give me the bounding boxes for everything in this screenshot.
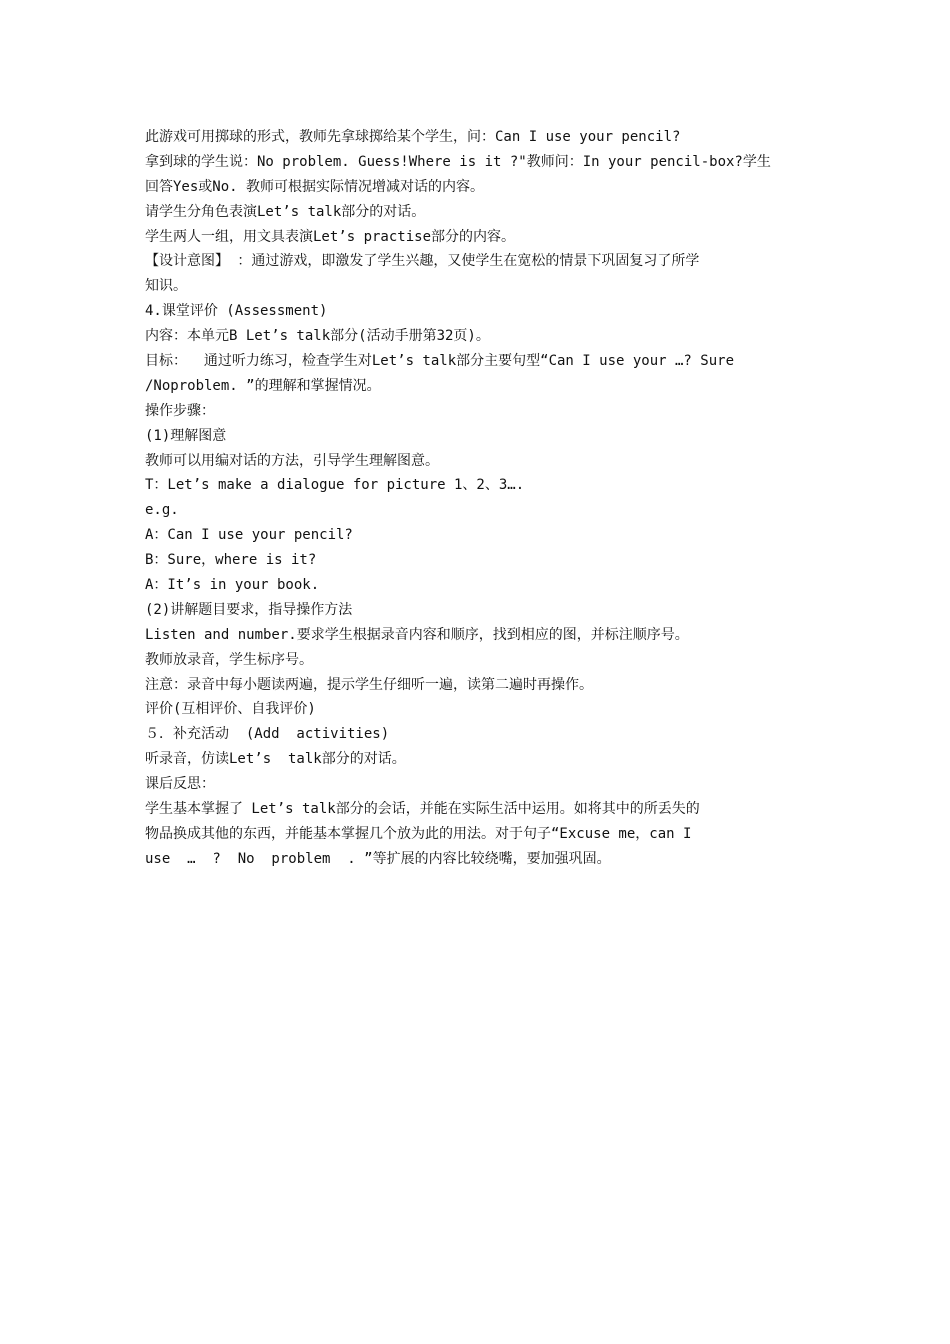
text-line: A：Can I use your pencil? bbox=[145, 527, 353, 544]
text-line: 学生两人一组，用文具表演Let’s practise部分的内容。 bbox=[145, 228, 516, 245]
text-line: 物品换成其他的东西，并能基本掌握几个放为此的用法。对于句子“Excuse me，can I bbox=[145, 825, 692, 842]
text-line: Listen and number.要求学生根据录音内容和顺序，找到相应的图，并标注顺序号。 bbox=[145, 626, 689, 643]
text-line: 内容：本单元B Let’s talk部分(活动手册第32页)。 bbox=[145, 328, 490, 345]
text-line: 拿到球的学生说：No problem. Guess!Where is it ?"教师问：In your pencil-box?学生 bbox=[145, 153, 771, 170]
text-line: 此游戏可用掷球的形式，教师先拿球掷给某个学生，问：Can I use your pencil? bbox=[145, 129, 681, 145]
text-line: T：Let’s make a dialogue for picture 1、2、3…. bbox=[145, 477, 525, 494]
text-line: B：Sure，where is it? bbox=[145, 552, 317, 569]
text-line: A：It’s in your book. bbox=[145, 577, 320, 594]
text-line: (2)讲解题目要求，指导操作方法 bbox=[145, 601, 353, 618]
text-line: 【设计意图】 ：通过游戏，即激发了学生兴趣，又使学生在宽松的情景下巩固复习了所学 bbox=[145, 253, 700, 270]
text-line: use … ? No problem . ”等扩展的内容比较绕嘴，要加强巩固。 bbox=[145, 850, 611, 867]
text-line: 评价(互相评价、自我评价) bbox=[145, 701, 316, 718]
text-line: (1)理解图意 bbox=[145, 427, 227, 444]
text-line: 听录音，仿读Let’s talk部分的对话。 bbox=[145, 751, 406, 768]
text-line: 操作步骤： bbox=[145, 402, 215, 419]
text-line: 回答Yes或No. 教师可根据实际情况增减对话的内容。 bbox=[145, 178, 484, 195]
section-heading: ５．补充活动 (Add activities) bbox=[145, 726, 390, 743]
text-line: /Noproblem. ”的理解和掌握情况。 bbox=[145, 377, 381, 394]
text-line: 知识。 bbox=[145, 278, 187, 295]
text-line: 请学生分角色表演Let’s talk部分的对话。 bbox=[145, 203, 426, 220]
text-line: 教师可以用编对话的方法，引导学生理解图意。 bbox=[145, 452, 439, 469]
section-heading: 4.课堂评价 (Assessment) bbox=[145, 303, 328, 320]
text-line: e.g. bbox=[145, 502, 179, 519]
document-body bbox=[145, 125, 815, 872]
text-line: 教师放录音，学生标序号。 bbox=[145, 651, 313, 668]
text-line: 学生基本掌握了 Let’s talk部分的会话，并能在实际生活中运用。如将其中的所丢失的 bbox=[145, 801, 700, 818]
text-line: 注意：录音中每小题读两遍，提示学生仔细听一遍，读第二遍时再操作。 bbox=[145, 676, 593, 693]
text-line: 课后反思： bbox=[145, 776, 215, 793]
text-line: 目标： 通过听力练习，检查学生对Let’s talk部分主要句型“Can I use your …? Sure bbox=[145, 353, 735, 370]
